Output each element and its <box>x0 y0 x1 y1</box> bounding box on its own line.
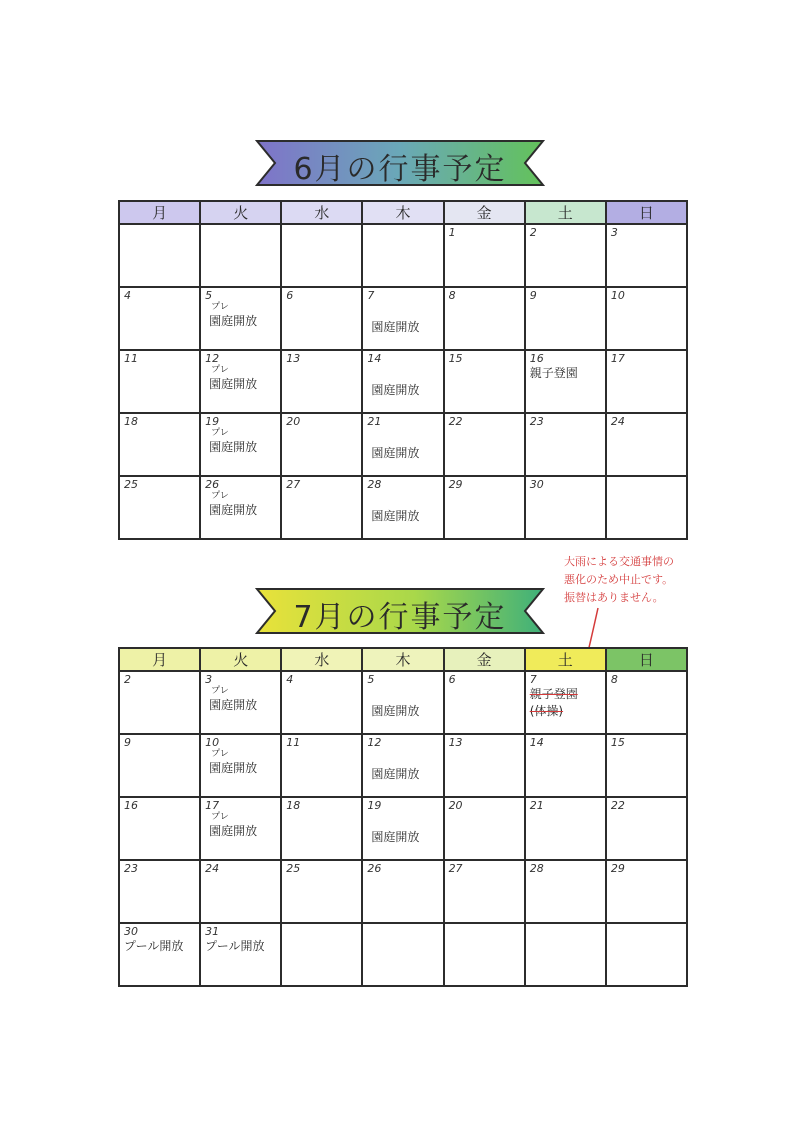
day-number: 13 <box>448 736 463 749</box>
day-number: 15 <box>610 736 625 749</box>
june-calendar <box>118 200 688 540</box>
day-number: 21 <box>367 415 382 428</box>
event-label: 園庭開放 <box>209 314 258 328</box>
day-cell <box>606 923 687 986</box>
event-label: 園庭開放 <box>209 698 258 712</box>
day-number: 24 <box>610 415 625 428</box>
event-label: 園庭開放 <box>209 824 258 838</box>
day-number: 26 <box>367 862 382 875</box>
day-number: 26 <box>205 478 220 491</box>
day-number: 4 <box>286 673 294 686</box>
day-number: 5 <box>205 289 213 302</box>
day-number: 7 <box>367 289 375 302</box>
day-number: 6 <box>286 289 294 302</box>
day-number: 15 <box>448 352 463 365</box>
day-cell <box>606 734 687 797</box>
day-cell <box>362 413 443 476</box>
day-cell <box>525 413 606 476</box>
weekday-header-row <box>119 648 687 671</box>
day-cell <box>606 413 687 476</box>
day-cell <box>606 287 687 350</box>
day-cell <box>200 797 281 860</box>
day-cell <box>281 797 362 860</box>
event-label: 園庭開放 <box>209 503 258 517</box>
day-cell <box>606 224 687 287</box>
note-line-1: 大雨による交通事情の <box>564 555 674 568</box>
day-cell <box>606 476 687 539</box>
day-cell <box>200 350 281 413</box>
day-cell <box>362 350 443 413</box>
weekday-header: 水 <box>281 648 362 671</box>
day-cell <box>281 287 362 350</box>
day-number: 25 <box>124 478 138 491</box>
day-number: 17 <box>205 799 220 812</box>
day-cell <box>444 224 525 287</box>
day-number: 25 <box>286 862 301 875</box>
day-number: 16 <box>529 352 544 365</box>
june-title-banner <box>255 137 545 189</box>
day-cell <box>525 671 606 734</box>
week-row <box>119 224 687 287</box>
day-cell <box>362 923 443 986</box>
day-cell <box>444 287 525 350</box>
day-cell <box>200 860 281 923</box>
day-cell <box>362 224 443 287</box>
event-label: プール開放 <box>124 939 184 953</box>
weekday-header: 土 <box>525 648 606 671</box>
event-label <box>367 365 438 382</box>
day-cell <box>525 287 606 350</box>
day-number: 23 <box>124 862 138 875</box>
day-number: 2 <box>529 226 537 239</box>
event-label: 園庭開放 <box>209 761 258 775</box>
day-cell <box>119 350 200 413</box>
week-row <box>119 797 687 860</box>
day-number: 28 <box>367 478 382 491</box>
day-number: 18 <box>286 799 301 812</box>
weekday-header: 木 <box>362 201 443 224</box>
day-number: 28 <box>529 862 544 875</box>
day-number: 31 <box>205 925 220 938</box>
day-number: 20 <box>448 799 463 812</box>
day-number: 27 <box>286 478 301 491</box>
day-number: 3 <box>610 226 618 239</box>
week-row <box>119 476 687 539</box>
day-number: 18 <box>124 415 138 428</box>
day-number: 29 <box>610 862 625 875</box>
event-label <box>367 749 438 766</box>
weekday-header: 火 <box>200 648 281 671</box>
day-number: 3 <box>205 673 213 686</box>
day-number: 29 <box>448 478 463 491</box>
day-number: 24 <box>205 862 220 875</box>
day-cell <box>444 413 525 476</box>
event-label: 親子登園 <box>529 687 578 701</box>
note-line-3: 振替はありません。 <box>564 591 664 604</box>
event-label <box>367 812 438 829</box>
day-cell <box>281 350 362 413</box>
event-label: 園庭開放 <box>209 440 258 454</box>
day-cell <box>200 671 281 734</box>
july-title-banner <box>255 585 545 637</box>
event-label: 園庭開放 <box>371 383 420 397</box>
event-label: 園庭開放 <box>371 767 420 781</box>
weekday-header: 日 <box>606 201 687 224</box>
day-cell <box>200 287 281 350</box>
event-label <box>367 302 438 319</box>
day-number: 14 <box>529 736 544 749</box>
day-number: 13 <box>286 352 301 365</box>
weekday-header: 金 <box>444 648 525 671</box>
day-cell <box>281 413 362 476</box>
day-cell <box>200 413 281 476</box>
weekday-header-row <box>119 201 687 224</box>
day-cell <box>444 923 525 986</box>
week-row <box>119 734 687 797</box>
day-number: 6 <box>448 673 456 686</box>
day-cell <box>200 734 281 797</box>
day-cell <box>119 287 200 350</box>
week-row <box>119 923 687 986</box>
day-cell <box>281 860 362 923</box>
day-cell <box>525 734 606 797</box>
day-cell <box>525 860 606 923</box>
day-number: 21 <box>529 799 544 812</box>
day-cell <box>362 797 443 860</box>
day-cell <box>362 287 443 350</box>
day-cell <box>119 413 200 476</box>
day-number: 7 <box>529 673 537 686</box>
day-cell <box>444 734 525 797</box>
day-cell <box>281 476 362 539</box>
day-number: 11 <box>286 736 301 749</box>
day-cell <box>362 671 443 734</box>
day-number: 12 <box>205 352 220 365</box>
day-cell <box>525 224 606 287</box>
week-row <box>119 287 687 350</box>
day-number: 14 <box>367 352 382 365</box>
week-row <box>119 671 687 734</box>
day-number: 9 <box>529 289 537 302</box>
weekday-header: 金 <box>444 201 525 224</box>
day-cell <box>200 476 281 539</box>
day-cell <box>525 350 606 413</box>
week-row <box>119 860 687 923</box>
day-cell <box>200 923 281 986</box>
day-cell <box>362 860 443 923</box>
event-label: 園庭開放 <box>371 446 420 460</box>
day-cell <box>119 476 200 539</box>
event-label <box>367 686 438 703</box>
note-line-2: 悪化のため中止です。 <box>564 573 674 586</box>
day-cell <box>119 734 200 797</box>
weekday-header: 月 <box>119 201 200 224</box>
weekday-header: 月 <box>119 648 200 671</box>
day-cell <box>119 860 200 923</box>
weekday-header: 土 <box>525 201 606 224</box>
day-cell <box>362 734 443 797</box>
day-cell <box>525 923 606 986</box>
week-row <box>119 350 687 413</box>
day-cell <box>525 797 606 860</box>
event-label: 親子登園 <box>529 366 578 380</box>
day-number: 22 <box>610 799 625 812</box>
day-number: 23 <box>529 415 544 428</box>
weekday-header: 木 <box>362 648 443 671</box>
day-cell <box>119 224 200 287</box>
july-calendar <box>118 647 688 987</box>
day-number: 19 <box>205 415 220 428</box>
day-cell <box>119 671 200 734</box>
day-number: 9 <box>124 736 131 749</box>
event-label: プレ <box>211 428 229 438</box>
day-cell <box>281 734 362 797</box>
event-label: 園庭開放 <box>371 320 420 334</box>
event-label: プール開放 <box>205 939 265 953</box>
day-number: 8 <box>610 673 618 686</box>
weekday-header: 水 <box>281 201 362 224</box>
event-label <box>367 428 438 445</box>
event-label: プレ <box>211 302 229 312</box>
day-number: 30 <box>124 925 138 938</box>
day-cell <box>444 350 525 413</box>
day-number: 30 <box>529 478 544 491</box>
day-cell <box>119 797 200 860</box>
day-cell <box>444 860 525 923</box>
event-label: 園庭開放 <box>371 704 420 718</box>
event-label: 園庭開放 <box>371 830 420 844</box>
day-number: 11 <box>124 352 138 365</box>
event-label: プレ <box>211 686 229 696</box>
day-cell <box>362 476 443 539</box>
weekday-header: 日 <box>606 648 687 671</box>
day-cell <box>444 476 525 539</box>
week-row <box>119 413 687 476</box>
event-label: (体操) <box>529 704 564 718</box>
day-number: 10 <box>205 736 220 749</box>
cancellation-note <box>564 553 754 607</box>
day-cell <box>281 224 362 287</box>
day-number: 27 <box>448 862 463 875</box>
day-number: 20 <box>286 415 301 428</box>
day-number: 10 <box>610 289 625 302</box>
day-number: 22 <box>448 415 463 428</box>
day-number: 2 <box>124 673 131 686</box>
event-label <box>367 491 438 508</box>
weekday-header: 火 <box>200 201 281 224</box>
day-cell <box>119 923 200 986</box>
day-cell <box>200 224 281 287</box>
event-label: プレ <box>211 491 229 501</box>
day-number: 12 <box>367 736 382 749</box>
day-number: 4 <box>124 289 131 302</box>
event-label: プレ <box>211 749 229 759</box>
day-cell <box>606 797 687 860</box>
day-number: 16 <box>124 799 138 812</box>
day-cell <box>444 671 525 734</box>
event-label: プレ <box>211 365 229 375</box>
day-number: 17 <box>610 352 625 365</box>
day-cell <box>606 671 687 734</box>
day-cell <box>444 797 525 860</box>
day-cell <box>281 671 362 734</box>
day-cell <box>606 350 687 413</box>
june-title: 6月の行事予定 <box>293 152 507 187</box>
day-cell <box>525 476 606 539</box>
day-number: 5 <box>367 673 375 686</box>
day-number: 8 <box>448 289 456 302</box>
july-title: 7月の行事予定 <box>293 600 507 635</box>
day-cell <box>281 923 362 986</box>
event-label: プレ <box>211 812 229 822</box>
day-number: 1 <box>448 226 456 239</box>
event-label: 園庭開放 <box>371 509 420 523</box>
day-number: 19 <box>367 799 382 812</box>
event-label: 園庭開放 <box>209 377 258 391</box>
day-cell <box>606 860 687 923</box>
